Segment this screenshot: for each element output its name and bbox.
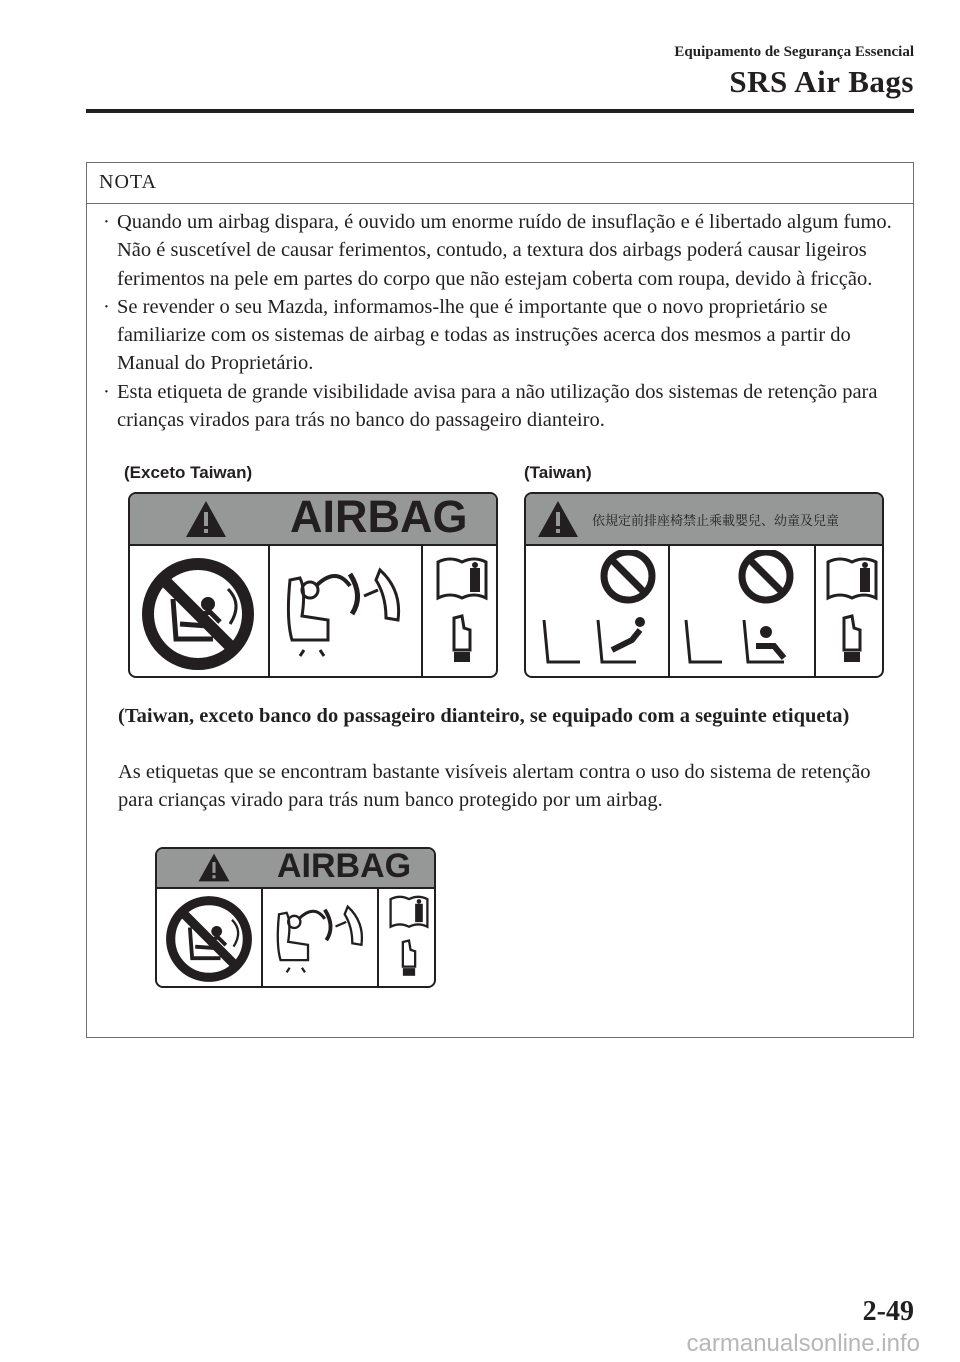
airbag-deployment-icon (271, 899, 371, 983)
label-header-band (526, 494, 882, 546)
bullet-text: Se revender o seu Mazda, informamos-lhe que é importante que o novo proprietário se familiarize com os sistemas de airbag e todas as instruções acerca dos mesmos a partir do Manual do Proprietário. (117, 295, 851, 375)
manual-reference-icon (387, 893, 431, 985)
airbag-warning-label (128, 492, 498, 678)
bullet-text: Esta etiqueta de grande visibilidade avisa para a não utilização dos sistemas de retenção para crianças virados para trás no banco do passageiro dianteiro. (117, 380, 878, 432)
page-title: SRS Air Bags (729, 64, 914, 99)
caption-except-taiwan: (Exceto Taiwan) (124, 463, 253, 482)
airbag-deployment-icon (280, 560, 410, 670)
manual-reference-icon (824, 554, 880, 674)
note-header (87, 163, 913, 204)
no-rear-facing-child-seat-icon (138, 554, 258, 674)
label-header-band (130, 494, 496, 546)
taiwan-exception-body: As etiquetas que se encontram bastante visíveis alertam contra o uso do sistema de retenção para crianças virado para trás num banco protegido por um airbag. (118, 761, 871, 812)
note-title: NOTA (99, 171, 157, 193)
list-item (103, 293, 903, 378)
manual-reference-icon (434, 554, 490, 674)
warning-triangle-icon (197, 852, 231, 883)
bullet-dot: · (103, 211, 110, 233)
no-rear-facing-child-seat-icon (163, 893, 255, 985)
no-forward-child-seat-icon (674, 550, 810, 672)
caption-taiwan: (Taiwan) (524, 463, 592, 482)
label-header-band (157, 849, 434, 889)
list-item (103, 208, 903, 293)
label-taiwan-text: 依規定前排座椅禁止乘載嬰兒、幼童及兒童 (592, 514, 840, 529)
no-child-seat-front-icon (536, 550, 664, 672)
airbag-warning-label-small (155, 847, 436, 988)
warning-triangle-icon (536, 499, 580, 539)
bullet-text: Quando um airbag dispara, é ouvido um enorme ruído de insuflação e é libertado algum fumo. Não é suscetível de causar ferimentos, contudo, a textura dos airbags poderá causar ligeiros ferimentos na pele em partes do corpo que não estejam coberta com roupa, devido à fricção. (117, 211, 892, 290)
note-bullet-list (103, 208, 903, 434)
page-number: 2-49 (862, 1296, 914, 1327)
taiwan-warning-label (524, 492, 884, 678)
section-subtitle: Equipamento de Segurança Essencial (674, 44, 914, 60)
header-divider (86, 109, 914, 113)
list-item (103, 378, 903, 435)
bullet-dot: · (103, 380, 110, 403)
taiwan-exception-heading: (Taiwan, exceto banco do passageiro dianteiro, se equipado com a seguinte etiqueta) (118, 705, 850, 727)
bullet-dot: · (103, 295, 110, 318)
warning-triangle-icon (184, 499, 228, 539)
watermark[interactable]: carmanualsonline.info (686, 1330, 920, 1357)
label-airbag-text: AIRBAG (277, 847, 412, 885)
label-airbag-text: AIRBAG (290, 492, 468, 542)
